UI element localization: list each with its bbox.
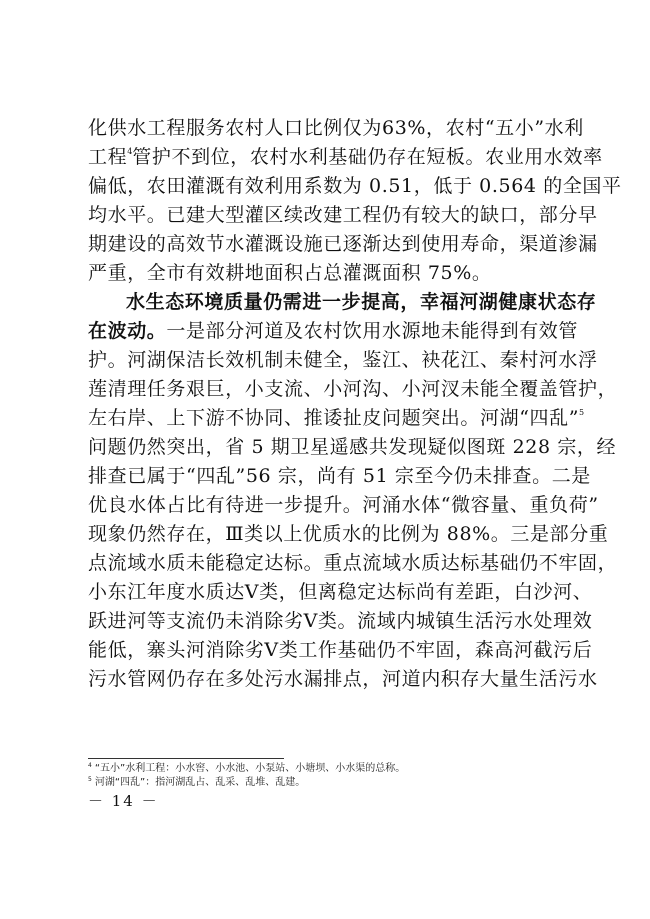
text-line: 均水平。已建大型灌区续改建工程仍有较大的缺口，部分早 <box>88 204 598 226</box>
text-line: 污水管网仍存在多处污水漏排点，河道内积存大量生活污水 <box>88 668 598 690</box>
footnote <box>88 776 578 790</box>
body-text <box>88 114 622 694</box>
text-line: 现象仍然存在，Ⅲ类以上优质水的比例为 88%。三是部分重 <box>88 523 609 545</box>
footnote <box>88 762 578 776</box>
text-line: 偏低，农田灌溉有效利用系数为 0.51，低于 0.564 的全国平 <box>88 175 622 197</box>
text-line <box>88 404 585 433</box>
text-line: 优良水体占比有待进一步提升。河涌水体“微容量、重负荷” <box>88 494 599 516</box>
text-line: 小东江年度水质达Ⅴ类，但离稳定达标尚有差距，白沙河、 <box>88 581 593 603</box>
text-line: 点流域水质未能稳定达标。重点流域水质达标基础仍不牢固， <box>88 552 618 574</box>
footnote-text: “五小”水利工程：小水窖、小水池、小泵站、小塘坝、小水渠的总称。 <box>94 763 406 774</box>
footnote-ref[interactable]: 5 <box>579 408 585 417</box>
text-line <box>88 143 603 172</box>
text-fragment: 工程 <box>88 146 128 168</box>
footnote-divider <box>88 758 284 759</box>
footnotes <box>88 762 578 790</box>
text-line: 问题仍然突出，省 5 期卫星遥感共发现疑似图斑 228 宗，经 <box>88 436 617 458</box>
text-line: 排查已属于“四乱”56 宗，尚有 51 宗至今仍未排查。二是 <box>88 465 591 487</box>
text-fragment: 左右岸、上下游不协同、推诿扯皮问题突出。河湖“四乱” <box>88 407 580 429</box>
text-line: 跃进河等支流仍未消除劣Ⅴ类。流域内城镇生活污水处理效 <box>88 610 593 632</box>
text-line: 严重，全市有效耕地面积占总灌溉面积 75%。 <box>88 262 492 284</box>
footnote-ref[interactable]: 4 <box>127 147 133 156</box>
text-line: 能低，寨头河消除劣Ⅴ类工作基础仍不牢固，森高河截污后 <box>88 639 593 661</box>
section-heading-line: 水生态环境质量仍需进一步提高，幸福河湖健康状态存 <box>126 291 597 313</box>
section-heading-fragment: 在波动。 <box>88 320 167 342</box>
text-line <box>88 317 578 346</box>
footnote-marker: 4 <box>88 762 92 769</box>
text-line: 期建设的高效节水灌溉设施已逐渐达到使用寿命，渠道渗漏 <box>88 233 598 255</box>
text-fragment: 一是部分河道及农村饮用水源地未能得到有效管 <box>166 320 579 342</box>
page-number: － 14 － <box>88 792 159 810</box>
text-fragment: 管护不到位，农村水利基础仍存在短板。农业用水效率 <box>132 146 603 168</box>
text-line: 护。河湖保洁长效机制未健全，鉴江、袂花江、秦村河水浮 <box>88 349 598 371</box>
footnote-marker: 5 <box>88 776 92 783</box>
text-line: 化供水工程服务农村人口比例仅为63%，农村“五小”水利 <box>88 117 584 139</box>
footnote-text: 河湖“四乱”：指河湖乱占、乱采、乱堆、乱建。 <box>94 777 306 788</box>
text-line: 莲清理任务艰巨，小支流、小河沟、小河汊未能全覆盖管护， <box>88 378 618 400</box>
